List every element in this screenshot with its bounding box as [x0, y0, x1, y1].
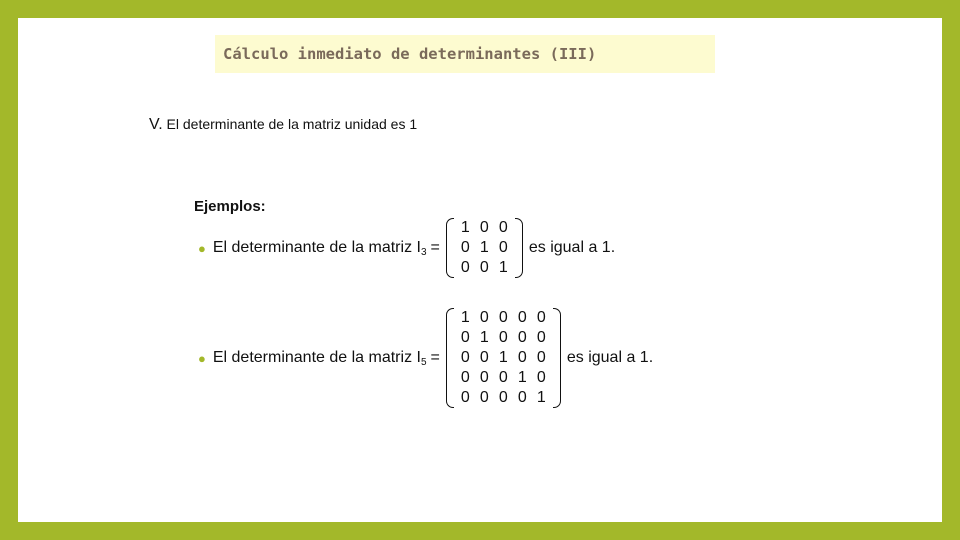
matrix-cell: 1 — [479, 329, 489, 346]
matrix-cell: 0 — [498, 329, 508, 346]
left-parenthesis — [446, 308, 454, 408]
matrix-cell: 0 — [517, 349, 527, 366]
matrix-row — [456, 388, 551, 408]
matrix-cell: 0 — [536, 369, 546, 386]
bullet-icon: ● — [198, 240, 206, 256]
slide-title: Cálculo inmediato de determinantes (III) — [223, 45, 597, 63]
matrix-cell: 0 — [460, 369, 470, 386]
matrix-cell: 0 — [479, 259, 489, 276]
property-text: El determinante de la matriz unidad es 1 — [166, 116, 418, 132]
examples-label: Ejemplos: — [194, 198, 266, 215]
matrix-cell: 0 — [517, 329, 527, 346]
matrix-row — [456, 328, 551, 348]
matrix-cell: 0 — [479, 389, 489, 406]
matrix-cell: 1 — [536, 389, 546, 406]
matrix-cell: 0 — [460, 389, 470, 406]
example-subscript: 5 — [420, 356, 427, 368]
matrix-cell: 0 — [498, 219, 508, 236]
matrix-cell: 1 — [479, 239, 489, 256]
matrix-row — [456, 218, 513, 238]
matrix-cell: 0 — [460, 349, 470, 366]
example-subscript: 3 — [420, 246, 427, 258]
matrix-cell: 0 — [479, 219, 489, 236]
property-number: V. — [149, 116, 163, 133]
title-box — [215, 35, 715, 73]
property-statement — [149, 116, 417, 134]
equals-sign: = — [430, 239, 440, 256]
matrix-cell: 0 — [536, 349, 546, 366]
matrix-cell: 0 — [479, 369, 489, 386]
slide — [18, 18, 942, 522]
matrix-cell: 1 — [498, 259, 508, 276]
matrix-cell: 0 — [498, 309, 508, 326]
example-suffix: es igual a 1. — [566, 349, 654, 366]
matrix-cell: 0 — [460, 239, 470, 256]
matrix-cell: 0 — [460, 259, 470, 276]
matrix-cell: 0 — [498, 369, 508, 386]
equals-sign: = — [430, 349, 440, 366]
matrix-row — [456, 308, 551, 328]
matrix-cell: 0 — [517, 309, 527, 326]
example-identity-5 — [198, 308, 653, 408]
matrix-cell: 1 — [498, 349, 508, 366]
matrix-cell: 1 — [460, 219, 470, 236]
matrix-row — [456, 368, 551, 388]
matrix-cell: 1 — [460, 309, 470, 326]
matrix-cell: 0 — [479, 349, 489, 366]
matrix-cell: 1 — [517, 369, 527, 386]
example-identity-3 — [198, 218, 615, 278]
example-prefix: El determinante de la matriz I — [212, 239, 421, 256]
left-parenthesis — [446, 218, 454, 278]
matrix-i3 — [446, 218, 523, 278]
matrix-cell: 0 — [498, 389, 508, 406]
right-parenthesis — [515, 218, 523, 278]
matrix-cell: 0 — [479, 309, 489, 326]
matrix-cell: 0 — [517, 389, 527, 406]
matrix-row — [456, 348, 551, 368]
matrix-cell: 0 — [498, 239, 508, 256]
example-prefix: El determinante de la matriz I — [212, 349, 421, 366]
matrix-row — [456, 238, 513, 258]
matrix-cell: 0 — [536, 309, 546, 326]
matrix-i5 — [446, 308, 561, 408]
matrix-cell: 0 — [536, 329, 546, 346]
example-suffix: es igual a 1. — [528, 239, 616, 256]
bullet-icon: ● — [198, 350, 206, 366]
matrix-row — [456, 258, 513, 278]
matrix-cell: 0 — [460, 329, 470, 346]
right-parenthesis — [553, 308, 561, 408]
